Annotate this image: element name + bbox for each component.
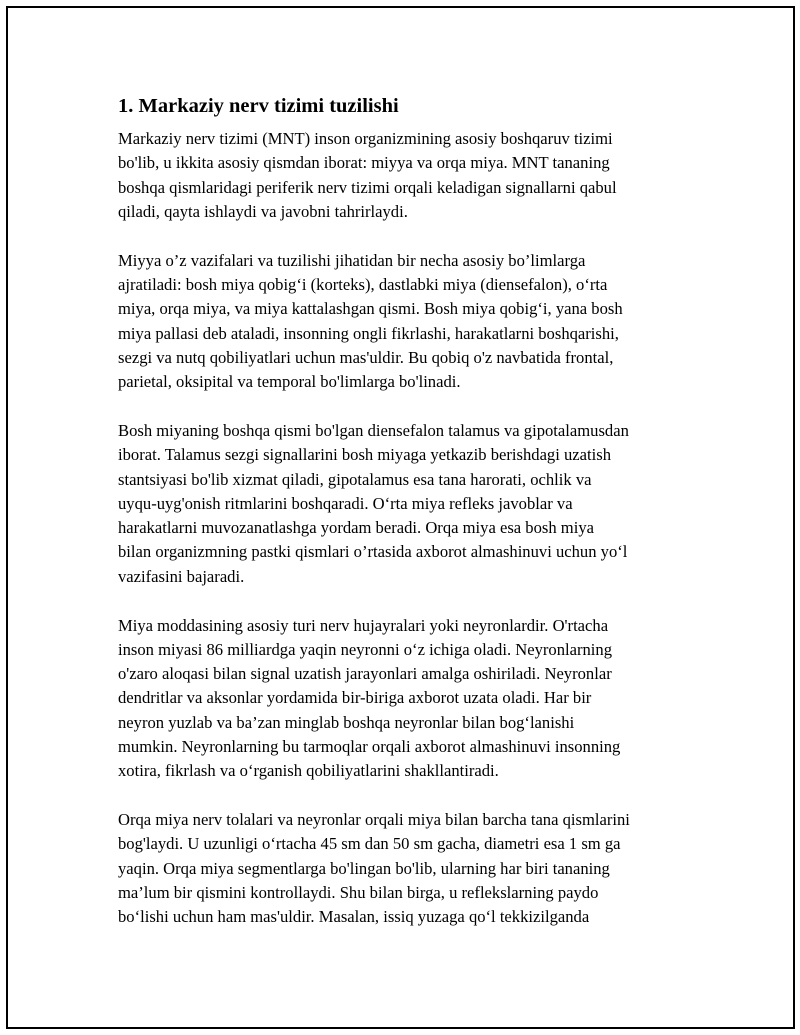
- text-line: iborat. Talamus sezgi signallarini bosh miyaga yetkazib berishdagi uzatish: [118, 445, 611, 465]
- text-line: qiladi, qayta ishlaydi va javobni tahrirlaydi.: [118, 201, 408, 221]
- text-line: vazifasini bajaradi.: [118, 566, 245, 586]
- text-line: stantsiyasi bo'lib xizmat qiladi, gipotalamus esa tana harorati, ochlik va: [118, 469, 592, 489]
- text-line: mumkin. Neyronlarning bu tarmoqlar orqali axborot almashinuvi insonning: [118, 737, 621, 757]
- paragraph-1: [118, 127, 698, 224]
- text-line: bo'lib, u ikkita asosiy qismdan iborat: miyya va orqa miya. MNT tananing: [118, 153, 610, 173]
- text-line: boshqa qismlaridagi periferik nerv tizimi orqali keladigan signallarni qabul: [118, 177, 617, 197]
- text-line: yaqin. Orqa miya segmentlarga bo'lingan bo'lib, ularning har biri tananing: [118, 858, 610, 878]
- document-body: [118, 92, 698, 954]
- paragraph-4: [118, 614, 698, 784]
- text-line: parietal, oksipital va temporal bo'limlarga bo'linadi.: [118, 372, 461, 392]
- paragraph-2: [118, 249, 698, 395]
- text-line: miya pallasi deb ataladi, insonning ongli fikrlashi, harakatlarni boshqarishi,: [118, 323, 619, 343]
- text-line: uyqu-uyg'onish ritmlarini boshqaradi. O‘rta miya refleks javoblar va: [118, 493, 573, 513]
- text-line: ajratiladi: bosh miya qobig‘i (korteks), dastlabki miya (diensefalon), o‘rta: [118, 274, 608, 294]
- text-line: harakatlarni muvozanatlashga yordam beradi. Orqa miya esa bosh miya: [118, 518, 594, 538]
- section-heading: 1. Markaziy nerv tizimi tuzilishi: [118, 95, 399, 117]
- text-line: inson miyasi 86 milliardga yaqin neyronni o‘z ichiga oladi. Neyronlarning: [118, 639, 613, 659]
- paragraph-3: [118, 419, 698, 589]
- text-line: bog'laydi. U uzunligi o‘rtacha 45 sm dan 50 sm gacha, diametri esa 1 sm ga: [118, 834, 621, 854]
- text-line: o'zaro aloqasi bilan signal uzatish jarayonlari amalga oshiriladi. Neyronlar: [118, 664, 612, 684]
- text-line: Markaziy nerv tizimi (MNT) inson organizmining asosiy boshqaruv tizimi: [118, 129, 613, 148]
- paragraph-5: [118, 808, 698, 929]
- text-line: sezgi va nutq qobiliyatlari uchun mas'uldir. Bu qobiq o'z navbatida frontal,: [118, 347, 614, 367]
- text-line: Bosh miyaning boshqa qismi bo'lgan diensefalon talamus va gipotalamusdan: [118, 420, 629, 440]
- text-line: miya, orqa miya, va miya kattalashgan qismi. Bosh miya qobig‘i, yana bosh: [118, 299, 623, 319]
- text-line: Orqa miya nerv tolalari va neyronlar orqali miya bilan barcha tana qismlarini: [118, 810, 630, 830]
- text-line: bilan organizmning pastki qismlari o’rtasida axborot almashinuvi uchun yo‘l: [118, 542, 628, 562]
- text-line: Miya moddasining asosiy turi nerv hujayralari yoki neyronlardir. O'rtacha: [118, 615, 609, 635]
- text-line: Miyya o’z vazifalari va tuzilishi jihatidan bir necha asosiy bo’limlarga: [118, 250, 586, 270]
- text-line: bo‘lishi uchun ham mas'uldir. Masalan, issiq yuzaga qo‘l tekkizilganda: [118, 907, 590, 927]
- text-line: xotira, fikrlash va o‘rganish qobiliyatlarini shakllantiradi.: [118, 761, 499, 781]
- text-line: ma’lum bir qismini kontrollaydi. Shu bilan birga, u reflekslarning paydo: [118, 883, 599, 903]
- text-line: dendritlar va aksonlar yordamida bir-biriga axborot uzata oladi. Har bir: [118, 688, 592, 708]
- text-line: neyron yuzlab va ba’zan minglab boshqa neyronlar bilan bog‘lanishi: [118, 712, 575, 732]
